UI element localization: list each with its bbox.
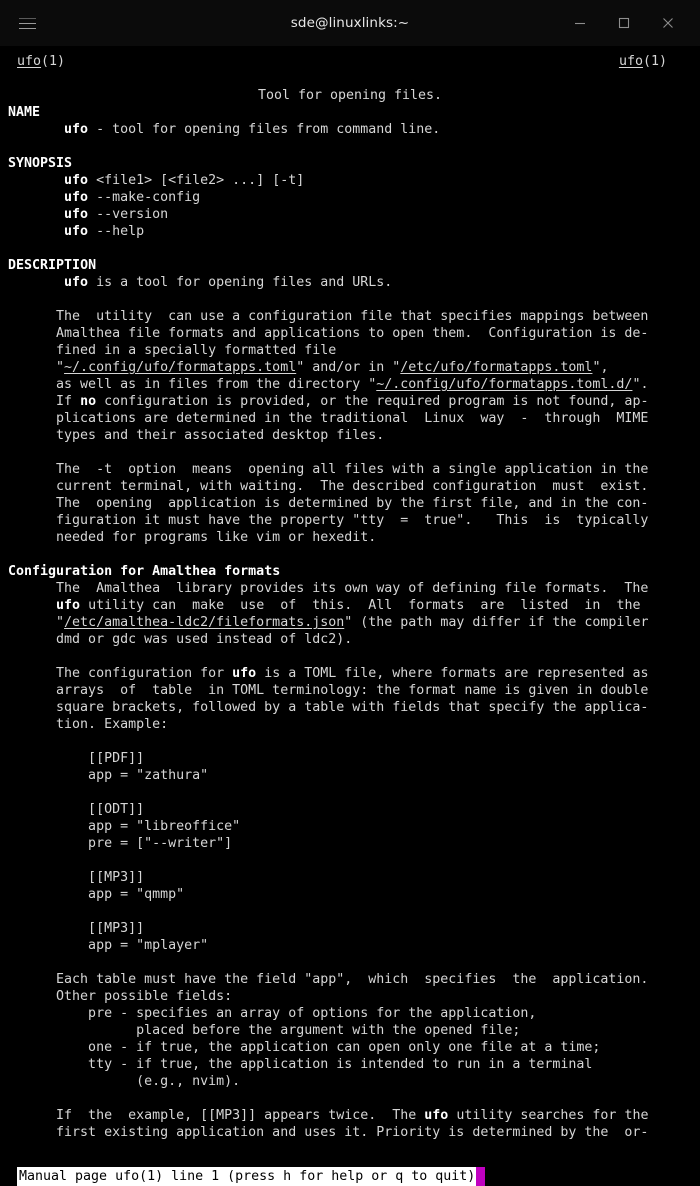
- window-title: sde@linuxlinks:~: [290, 15, 410, 31]
- text-run: " (the path may differ if the compiler: [344, 615, 649, 630]
- manpage-line: [0, 223, 700, 240]
- manpage-line: Each table must have the field "app", which specifies the application.: [0, 972, 649, 987]
- pager-status-text: Manual page ufo(1) line 1 (press h for help or q to quit): [19, 1169, 476, 1184]
- manpage-line: first existing application and uses it. Priority is determined by the or-: [0, 1125, 649, 1140]
- text-run: ": [0, 615, 65, 630]
- manpage-line: [0, 121, 700, 138]
- text-run: utility searches for the: [448, 1108, 649, 1123]
- manpage-line: [0, 597, 700, 614]
- bold-text: ufo: [56, 598, 81, 613]
- manpage-section-heading: [0, 104, 700, 121]
- manpage-line: [0, 954, 700, 971]
- manpage-line: tty - if true, the application is intended to run in a terminal: [0, 1057, 593, 1072]
- text-run: <file1> [<file2> ...] [-t]: [88, 173, 305, 188]
- manpage-line: [0, 614, 700, 631]
- section-heading-text: DESCRIPTION: [8, 258, 97, 273]
- manpage-line: [0, 206, 700, 223]
- terminal-screen[interactable]: [0, 46, 700, 1184]
- manpage-line: The utility can use a configuration file that specifies mappings between: [0, 309, 649, 324]
- maximize-button[interactable]: [602, 1, 646, 45]
- manpage-header: [0, 53, 700, 103]
- section-heading-text: SYNOPSIS: [8, 156, 73, 171]
- text-run: [0, 224, 64, 239]
- bold-text: ufo: [64, 190, 89, 205]
- text-run: If the example, [[MP3]] appears twice. The: [0, 1108, 425, 1123]
- underlined-path: /etc/amalthea-ldc2/fileformats.json: [64, 615, 345, 630]
- hamburger-line-bottom: [19, 28, 36, 29]
- manpage-line: The opening application is determined by the first file, and in the con-: [0, 496, 649, 511]
- text-run: [0, 207, 64, 222]
- bold-text: ufo: [64, 122, 89, 137]
- manpage-header-right-name: ufo: [618, 54, 643, 69]
- manpage-line: placed before the argument with the opened file;: [0, 1023, 521, 1038]
- manpage-line: arrays of table in TOML terminology: the format name is given in double: [0, 683, 649, 698]
- text-run: - tool for opening files from command line.: [88, 122, 441, 137]
- text-run: ",: [592, 360, 609, 375]
- minimize-button[interactable]: [558, 1, 602, 45]
- manpage-line: (e.g., nvim).: [0, 1074, 241, 1089]
- underlined-path: ~/.config/ufo/formatapps.toml.d/: [376, 377, 633, 392]
- bold-text: ufo: [64, 224, 89, 239]
- manpage-line: [0, 903, 700, 920]
- text-run: as well as in files from the directory ": [0, 377, 377, 392]
- manpage-line: pre - specifies an array of options for the application,: [0, 1006, 537, 1021]
- manpage-line: square brackets, followed by a table with fields that specify the applica-: [0, 700, 649, 715]
- manpage-line: [0, 189, 700, 206]
- hamburger-menu-icon[interactable]: [4, 0, 50, 46]
- text-run: ".: [632, 377, 649, 392]
- manpage-line: [0, 665, 700, 682]
- text-run: [0, 598, 56, 613]
- text-run: utility can make use of this. All formats are listed in the: [80, 598, 641, 613]
- text-run: is a tool for opening files and URLs.: [88, 275, 393, 290]
- manpage-line: [[MP3]]: [0, 921, 145, 936]
- bold-text: ufo: [64, 207, 89, 222]
- manpage-line: [0, 172, 700, 189]
- manpage-line: app = "libreoffice": [0, 819, 241, 834]
- manpage-line: [0, 291, 700, 308]
- manpage-header-center: Tool for opening files.: [257, 88, 443, 103]
- manpage-line: fined in a specially formatted file: [0, 343, 337, 358]
- manpage-line: [0, 733, 700, 750]
- close-button[interactable]: [646, 1, 690, 45]
- manpage-body: [0, 87, 700, 1141]
- manpage-line: app = "mplayer": [0, 938, 209, 953]
- text-run: --help: [88, 224, 145, 239]
- bold-text: ufo: [64, 275, 89, 290]
- close-icon: [660, 15, 676, 31]
- manpage-line: [0, 359, 700, 376]
- text-run: If: [0, 394, 81, 409]
- manpage-line: [0, 1107, 700, 1124]
- manpage-header-left-name: ufo: [17, 54, 42, 69]
- maximize-icon: [616, 15, 632, 31]
- bold-text: no: [80, 394, 97, 409]
- manpage-line: The Amalthea library provides its own way of defining file formats. The: [0, 581, 649, 596]
- manpage-line: [0, 546, 700, 563]
- manpage-line: [0, 1090, 700, 1107]
- manpage-line: one - if true, the application can open only one file at a time;: [0, 1040, 601, 1055]
- text-run: ": [0, 360, 65, 375]
- underlined-path: /etc/ufo/formatapps.toml: [400, 360, 593, 375]
- underlined-path: ~/.config/ufo/formatapps.toml: [64, 360, 297, 375]
- manpage-line: figuration it must have the property "tty = true". This is typically: [0, 513, 649, 528]
- manpage-line: dmd or gdc was used instead of ldc2).: [0, 632, 353, 647]
- bold-text: ufo: [232, 666, 257, 681]
- manpage-line: plications are determined in the traditional Linux way - through MIME: [0, 411, 649, 426]
- manpage-line: The -t option means opening all files with a single application in the: [0, 462, 649, 477]
- manpage-line: [0, 648, 700, 665]
- manpage-line: Other possible fields:: [0, 989, 233, 1004]
- manpage-line: [0, 784, 700, 801]
- text-run: " and/or in ": [296, 360, 401, 375]
- minimize-icon: [572, 15, 588, 31]
- manpage-line: [0, 393, 700, 410]
- manpage-line: needed for programs like vim or hexedit.: [0, 530, 377, 545]
- manpage-line: [[MP3]]: [0, 870, 145, 885]
- manpage-header-right-section: (1): [642, 54, 667, 69]
- manpage-line: tion. Example:: [0, 717, 169, 732]
- text-run: [0, 190, 64, 205]
- manpage-line: [0, 852, 700, 869]
- text-run: The configuration for: [0, 666, 233, 681]
- manpage-line: current terminal, with waiting. The described configuration must exist.: [0, 479, 649, 494]
- window-controls: [558, 0, 700, 46]
- hamburger-line-top: [19, 18, 36, 19]
- manpage-line: [[PDF]]: [0, 751, 145, 766]
- manpage-section-heading: [0, 155, 700, 172]
- bold-text: ufo: [424, 1108, 449, 1123]
- manpage-line: types and their associated desktop files.: [0, 428, 385, 443]
- text-run: [0, 275, 64, 290]
- manpage-line: [[ODT]]: [0, 802, 145, 817]
- manpage-line: Amalthea file formats and applications to open them. Configuration is de-: [0, 326, 649, 341]
- manpage-line: [0, 138, 700, 155]
- manpage-line: app = "zathura": [0, 768, 209, 783]
- text-run: is a TOML file, where formats are represented as: [256, 666, 649, 681]
- manpage-line: [0, 376, 700, 393]
- manpage-section-heading: [0, 257, 700, 274]
- bold-text: ufo: [64, 173, 89, 188]
- manpage-line: pre = ["--writer"]: [0, 836, 233, 851]
- manpage-line: app = "qmmp": [0, 887, 185, 902]
- text-run: [0, 173, 64, 188]
- text-run: --version: [88, 207, 169, 222]
- manpage-line: [0, 274, 700, 291]
- manpage-line: [0, 240, 700, 257]
- manpage-section-heading: [0, 563, 700, 580]
- section-heading-text: NAME: [8, 105, 41, 120]
- text-run: --make-config: [88, 190, 201, 205]
- manpage-line: [0, 444, 700, 461]
- manpage-header-left-section: (1): [41, 54, 66, 69]
- section-heading-text: Configuration for Amalthea formats: [8, 564, 281, 579]
- manpage-header-right: [619, 53, 667, 70]
- text-run: configuration is provided, or the required program is not found, ap-: [96, 394, 649, 409]
- hamburger-line-middle: [19, 23, 36, 24]
- window-titlebar: [0, 0, 700, 46]
- manpage-header-left: [17, 53, 65, 70]
